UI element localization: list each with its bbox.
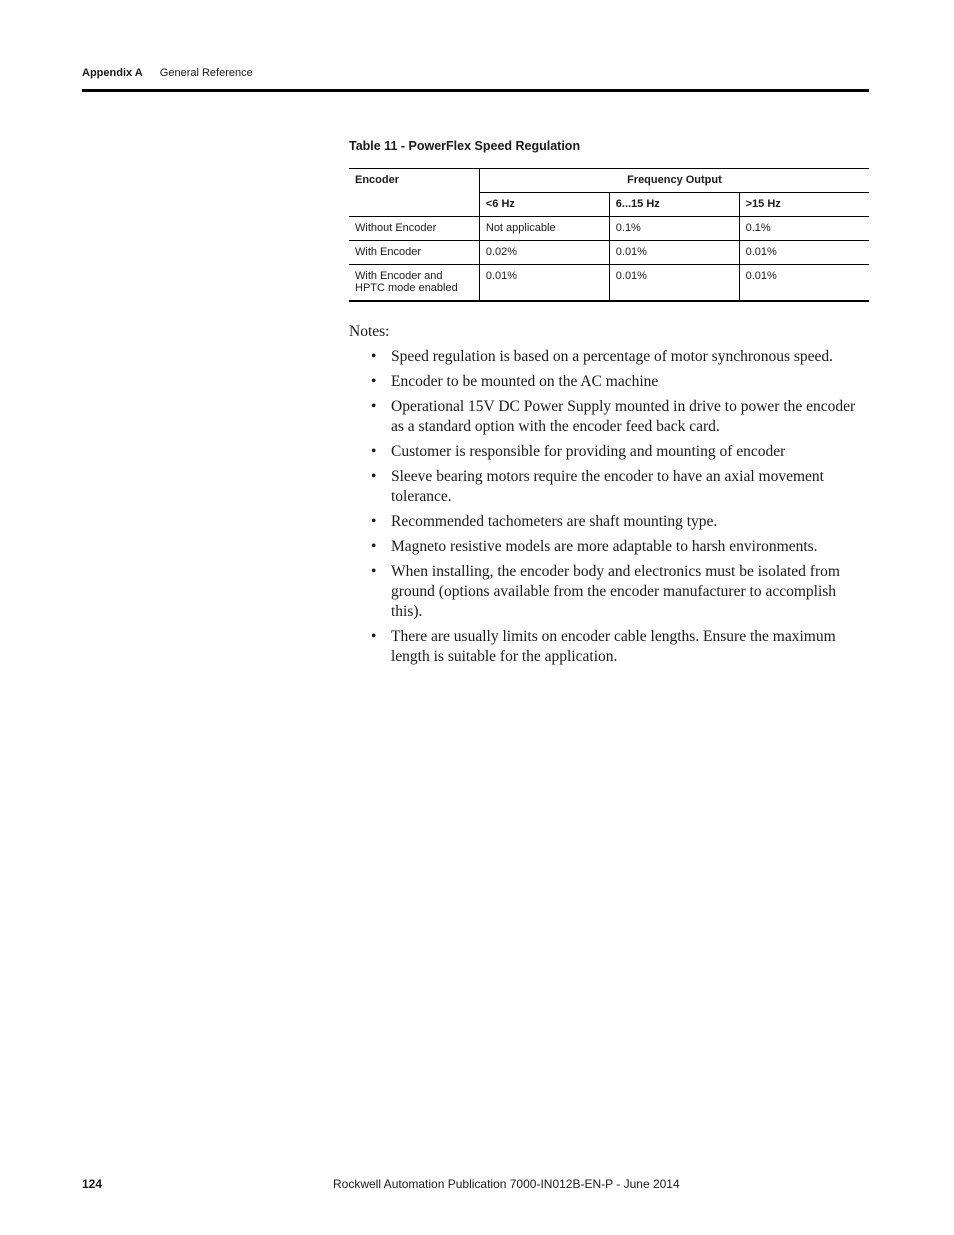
note-text: Sleeve bearing motors require the encoder to have an axial movement tolerance. — [391, 468, 824, 505]
cell-value: 0.1% — [609, 217, 739, 241]
publication-info: Rockwell Automation Publication 7000-IN012B-EN-P - June 2014 — [333, 1177, 680, 1191]
cell-encoder: Without Encoder — [349, 217, 479, 241]
bullet-icon: • — [371, 398, 377, 415]
table-row — [349, 265, 869, 302]
subheader-gt15: >15 Hz — [739, 193, 869, 217]
bullet-icon: • — [371, 443, 377, 460]
notes-list — [349, 347, 869, 667]
bullet-icon: • — [371, 513, 377, 530]
notes-section — [349, 322, 869, 672]
header-frequency-output: Frequency Output — [479, 169, 869, 193]
cell-value: Not applicable — [479, 217, 609, 241]
cell-value: 0.01% — [739, 241, 869, 265]
cell-value: 0.01% — [739, 265, 869, 302]
bullet-icon: • — [371, 468, 377, 485]
table-row — [349, 217, 869, 241]
header-rule — [82, 89, 869, 92]
note-text: Customer is responsible for providing and mounting of encoder — [391, 443, 786, 460]
list-item — [349, 372, 869, 392]
bullet-icon: • — [371, 348, 377, 365]
note-text: Operational 15V DC Power Supply mounted in drive to power the encoder as a standard option with the encoder feed back card. — [391, 398, 856, 435]
cell-value: 0.01% — [609, 265, 739, 302]
list-item — [349, 562, 869, 622]
bullet-icon: • — [371, 538, 377, 555]
page-header — [82, 67, 253, 79]
subheader-6-15: 6...15 Hz — [609, 193, 739, 217]
note-text: There are usually limits on encoder cable lengths. Ensure the maximum length is suitable for the application. — [391, 628, 836, 665]
speed-regulation-table — [349, 168, 869, 302]
cell-encoder: With Encoder and HPTC mode enabled — [349, 265, 479, 302]
appendix-label: Appendix A — [82, 67, 143, 79]
note-text: When installing, the encoder body and electronics must be isolated from ground (options available from the encoder manufacturer to accomplish this). — [391, 563, 840, 620]
cell-value: 0.01% — [609, 241, 739, 265]
section-label: General Reference — [159, 67, 253, 79]
table-row — [349, 241, 869, 265]
note-text: Speed regulation is based on a percentage of motor synchronous speed. — [391, 348, 834, 365]
note-text: Encoder to be mounted on the AC machine — [391, 373, 659, 390]
cell-encoder: With Encoder — [349, 241, 479, 265]
bullet-icon: • — [371, 563, 377, 580]
note-text: Magneto resistive models are more adaptable to harsh environments. — [391, 538, 818, 555]
table-title: Table 11 - PowerFlex Speed Regulation — [349, 139, 581, 153]
list-item — [349, 512, 869, 532]
notes-label: Notes: — [349, 323, 390, 340]
page-number: 124 — [82, 1177, 103, 1191]
list-item — [349, 627, 869, 667]
subheader-lt6: <6 Hz — [479, 193, 609, 217]
cell-value: 0.02% — [479, 241, 609, 265]
header-encoder: Encoder — [349, 169, 479, 217]
list-item — [349, 537, 869, 557]
bullet-icon: • — [371, 373, 377, 390]
list-item — [349, 347, 869, 367]
note-text: Recommended tachometers are shaft mounting type. — [391, 513, 718, 530]
list-item — [349, 442, 869, 462]
cell-value: 0.01% — [479, 265, 609, 302]
bullet-icon: • — [371, 628, 377, 645]
list-item — [349, 467, 869, 507]
cell-value: 0.1% — [739, 217, 869, 241]
list-item — [349, 397, 869, 437]
